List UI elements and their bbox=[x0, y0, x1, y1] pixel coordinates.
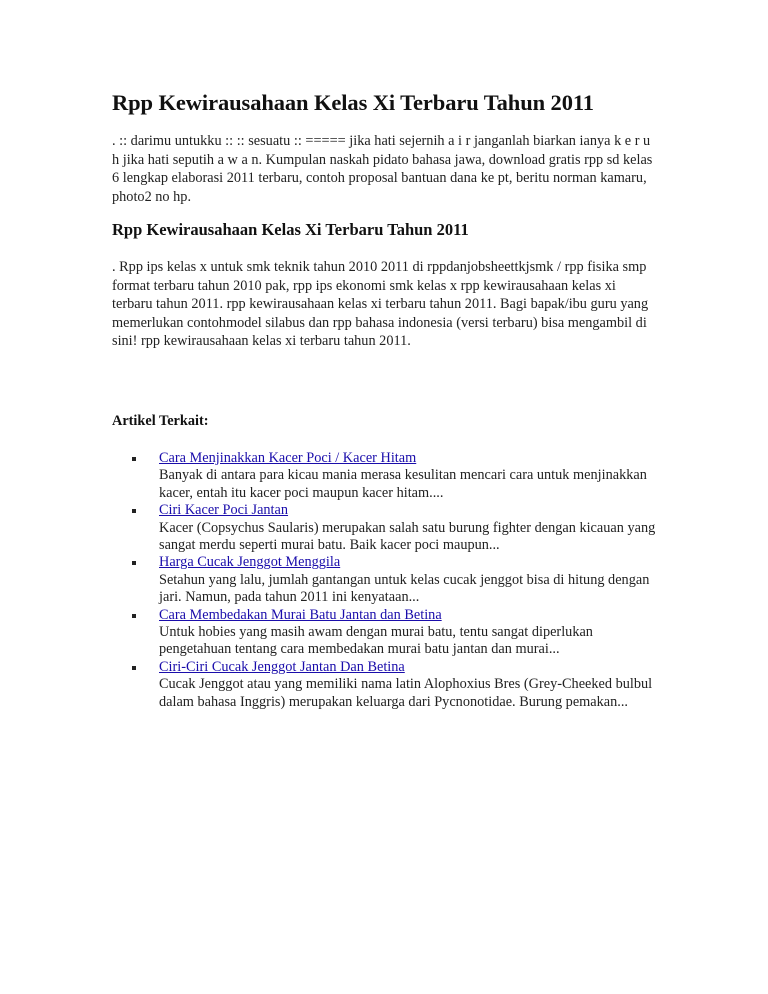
related-description: Banyak di antara para kicau mania merasa kesulitan mencari cara untuk menjinakkan kacer, entah itu kacer poci maupun kacer hitam.... bbox=[159, 467, 647, 501]
related-link[interactable]: Ciri Kacer Poci Jantan bbox=[159, 502, 289, 519]
list-item bbox=[112, 502, 657, 554]
related-link[interactable]: Ciri-Ciri Cucak Jenggot Jantan Dan Betina bbox=[159, 658, 405, 675]
list-item bbox=[112, 554, 657, 606]
list-item bbox=[112, 659, 657, 711]
bullet-icon bbox=[132, 561, 136, 565]
body-paragraph: . Rpp ips kelas x untuk smk teknik tahun 2010 2011 di rppdanjobsheettkjsmk / rpp fisika smp format terbaru tahun 2010 pak, rpp ips ekonomi smk kelas x rpp kewirausahaan kelas xi terbaru tahun 2011. rpp kewirausahaan kelas xi terbaru tahun 2011. Bagi bapak/ibu guru yang memerlukan contohmodel silabus dan rpp bahasa indonesia (versi terbaru) bisa mengambil di sini! rpp kewirausahaan kelas xi terbaru tahun 2011. bbox=[112, 259, 649, 349]
section-heading: Rpp Kewirausahaan Kelas Xi Terbaru Tahun 2011 bbox=[112, 220, 469, 239]
related-description: Setahun yang lalu, jumlah gantangan untuk kelas cucak jenggot bisa di hitung dengan jari. Namun, pada tahun 2011 ini kenyataan... bbox=[159, 571, 650, 606]
bullet-icon bbox=[132, 614, 136, 618]
related-articles-list bbox=[112, 450, 657, 711]
related-link[interactable]: Cara Menjinakkan Kacer Poci / Kacer Hitam bbox=[159, 450, 417, 466]
page-title: Rpp Kewirausahaan Kelas Xi Terbaru Tahun 2011 bbox=[112, 90, 594, 115]
related-link[interactable]: Harga Cucak Jenggot Menggila bbox=[159, 554, 341, 571]
bullet-icon bbox=[132, 457, 136, 461]
related-description: Kacer (Copsychus Saularis) merupakan salah satu burung fighter dengan kicauan yang sangat merdu seperti murai batu. Baik kacer poci maupun... bbox=[159, 519, 656, 554]
related-link[interactable]: Cara Membedakan Murai Batu Jantan dan Betina bbox=[159, 606, 442, 623]
related-description: Cucak Jenggot atau yang memiliki nama latin Alophoxius Bres (Grey-Cheeked bulbul dalam bahasa Inggris) merupakan keluarga dari Pycnonotidae. Burung pemakan... bbox=[159, 676, 653, 710]
list-item bbox=[112, 607, 657, 659]
intro-paragraph: . :: darimu untukku :: :: sesuatu :: ===== jika hati sejernih a i r janganlah biarkan ianya k e r u h jika hati seputih a w a n. Kumpulan naskah pidato bahasa jawa, download gratis rpp sd kelas 6 lengkap elaborasi 2011 terbaru, contoh proposal bantuan dana ke pt, beritu norman kamaru, photo2 no hp. bbox=[112, 133, 653, 205]
list-item bbox=[112, 450, 657, 502]
related-heading: Artikel Terkait: bbox=[112, 413, 209, 429]
bullet-icon bbox=[132, 509, 136, 513]
bullet-icon bbox=[132, 666, 136, 670]
related-description: Untuk hobies yang masih awam dengan murai batu, tentu sangat diperlukan pengetahuan tentang cara membedakan murai batu jantan dan murai... bbox=[159, 624, 593, 658]
